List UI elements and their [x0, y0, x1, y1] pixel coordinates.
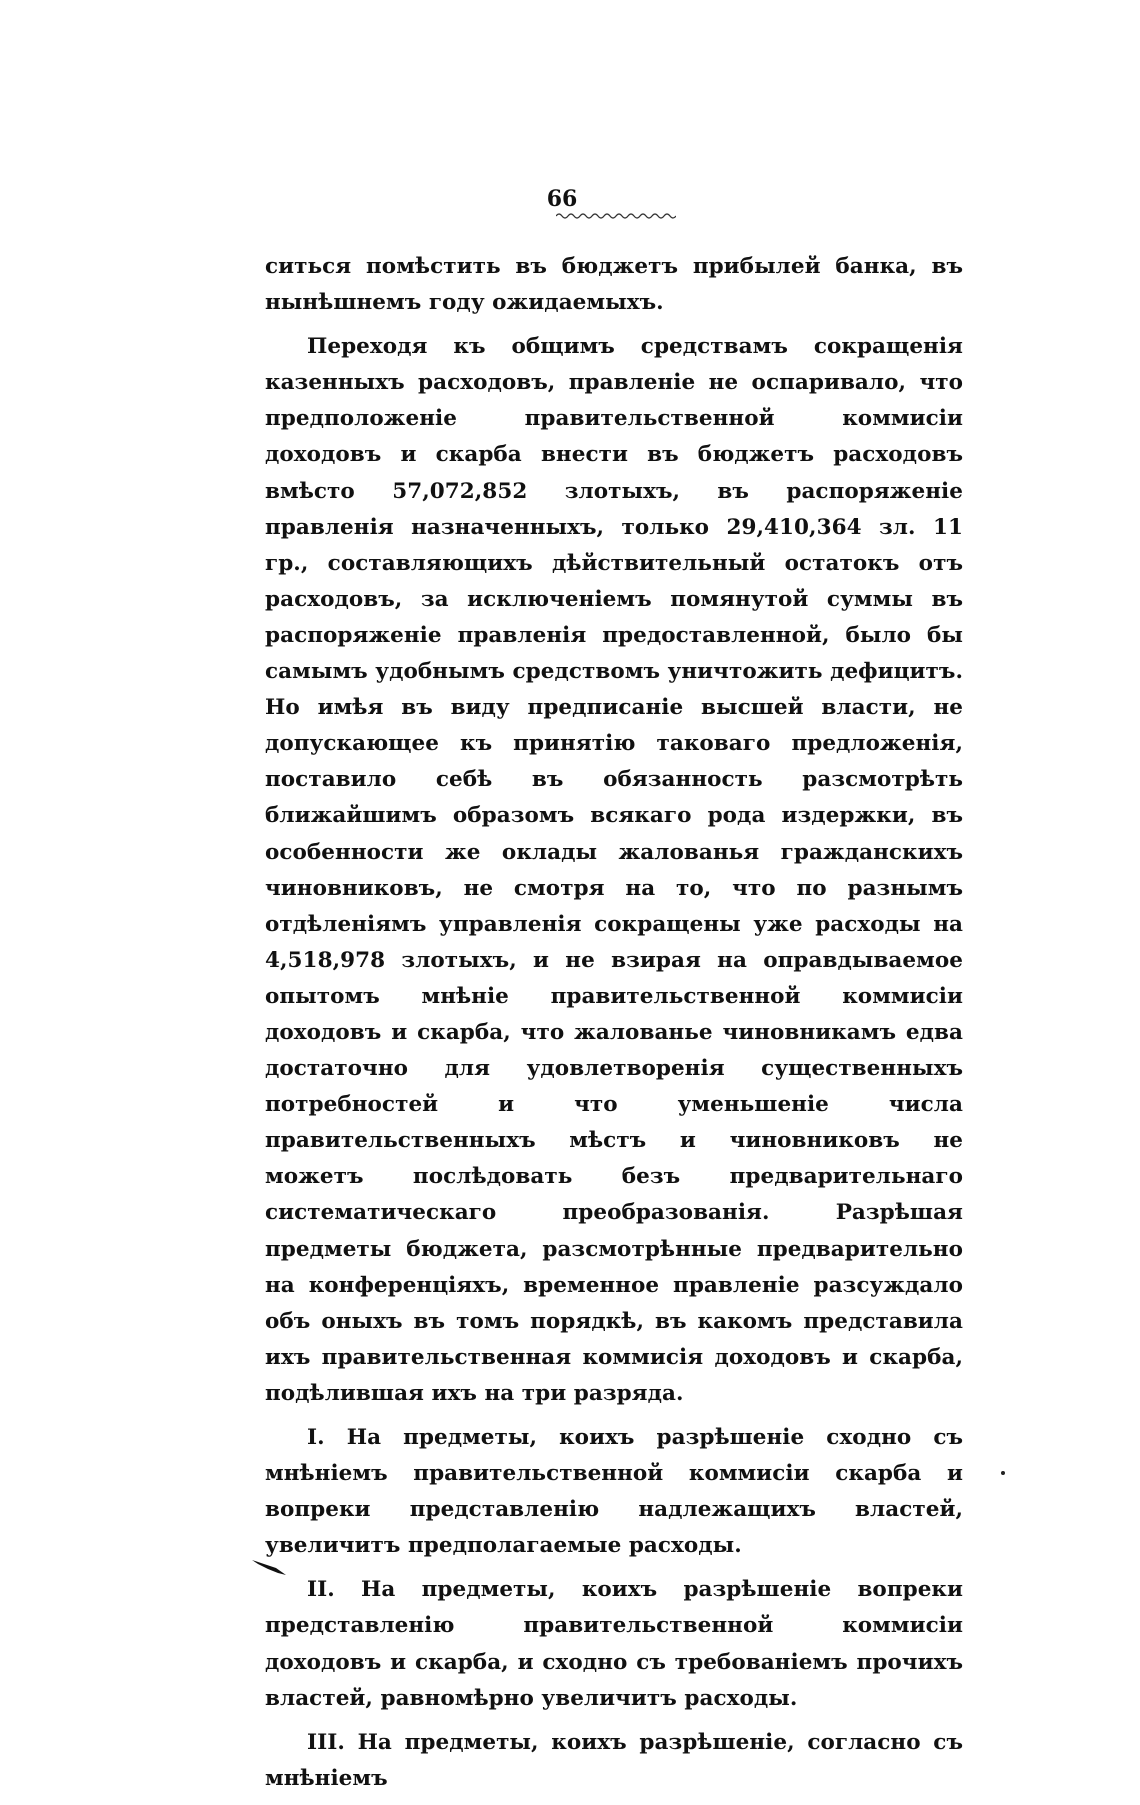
- paragraph-item-2: II. На предметы, коихъ разрѣшеніе вопреки представленію правительственной коммисіи доходовъ и скарба, и сходно съ требованіемъ прочихъ властей, равномѣрно увеличитъ расходы.: [265, 1577, 963, 1711]
- paragraph-item-3: III. На предметы, коихъ разрѣшеніе, согласно съ мнѣніемъ: [265, 1729, 963, 1791]
- paragraph-main: Переходя къ общимъ средствамъ сокращенія казенныхъ расходовъ, правленіе не оспаривало, что предположеніе правительственной коммисіи доходовъ и скарба внести въ бюджетъ расходовъ вмѣсто 57,072,852 злотыхъ, въ распоряженіе правленія назначенныхъ, только 29,410,364 зл. 11 гр., составляющихъ дѣйствительный остатокъ отъ расходовъ, за исключеніемъ помянутой суммы въ распоряженіе правленія предоставленной, было бы самымъ удобнымъ средствомъ уничтожить дефицитъ. Но имѣя въ виду предписаніе высшей власти, не допускающее къ принятію таковаго предложенія, поставило себѣ въ обязанность разсмотрѣть ближайшимъ образомъ всякаго рода издержки, въ особенности же оклады жалованья гражданскихъ чиновниковъ, не смотря на то, что по разнымъ отдѣленіямъ управленія сокращены уже расходы на 4,518,978 злотыхъ, и не взирая на оправдываемое опытомъ мнѣніе правительственной коммисіи доходовъ и скарба, что жалованье чиновникамъ едва достаточно для удовлетворенія существенныхъ потребностей и что уменьшеніе числа правительственныхъ мѣстъ и чиновниковъ не можетъ послѣдовать безъ предварительнаго систематическаго преобразованія. Разрѣшая предметы бюджета, разсмотрѣнные предварительно на конференціяхъ, временное правленіе разсуждало объ оныхъ въ томъ порядкѣ, въ какомъ представила ихъ правительственная коммисія доходовъ и скарба, подѣлившая ихъ на три разряда.: [265, 334, 963, 1406]
- paragraph-continuation: ситься помѣстить въ бюджетъ прибылей банка, въ нынѣшнемъ году ожидаемыхъ.: [265, 254, 963, 316]
- scan-speck-mark: [1000, 1470, 1006, 1476]
- wavy-rule-ornament: [556, 212, 676, 220]
- paragraph-item-1: I. На предметы, коихъ разрѣшеніе сходно съ мнѣніемъ правительственной коммисіи скарба и вопреки представленію надлежащихъ властей, увеличитъ предполагаемые расходы.: [265, 1425, 963, 1559]
- text-block: [265, 249, 963, 1805]
- scan-smudge-mark: [250, 1558, 290, 1578]
- page-number: 66: [546, 186, 578, 212]
